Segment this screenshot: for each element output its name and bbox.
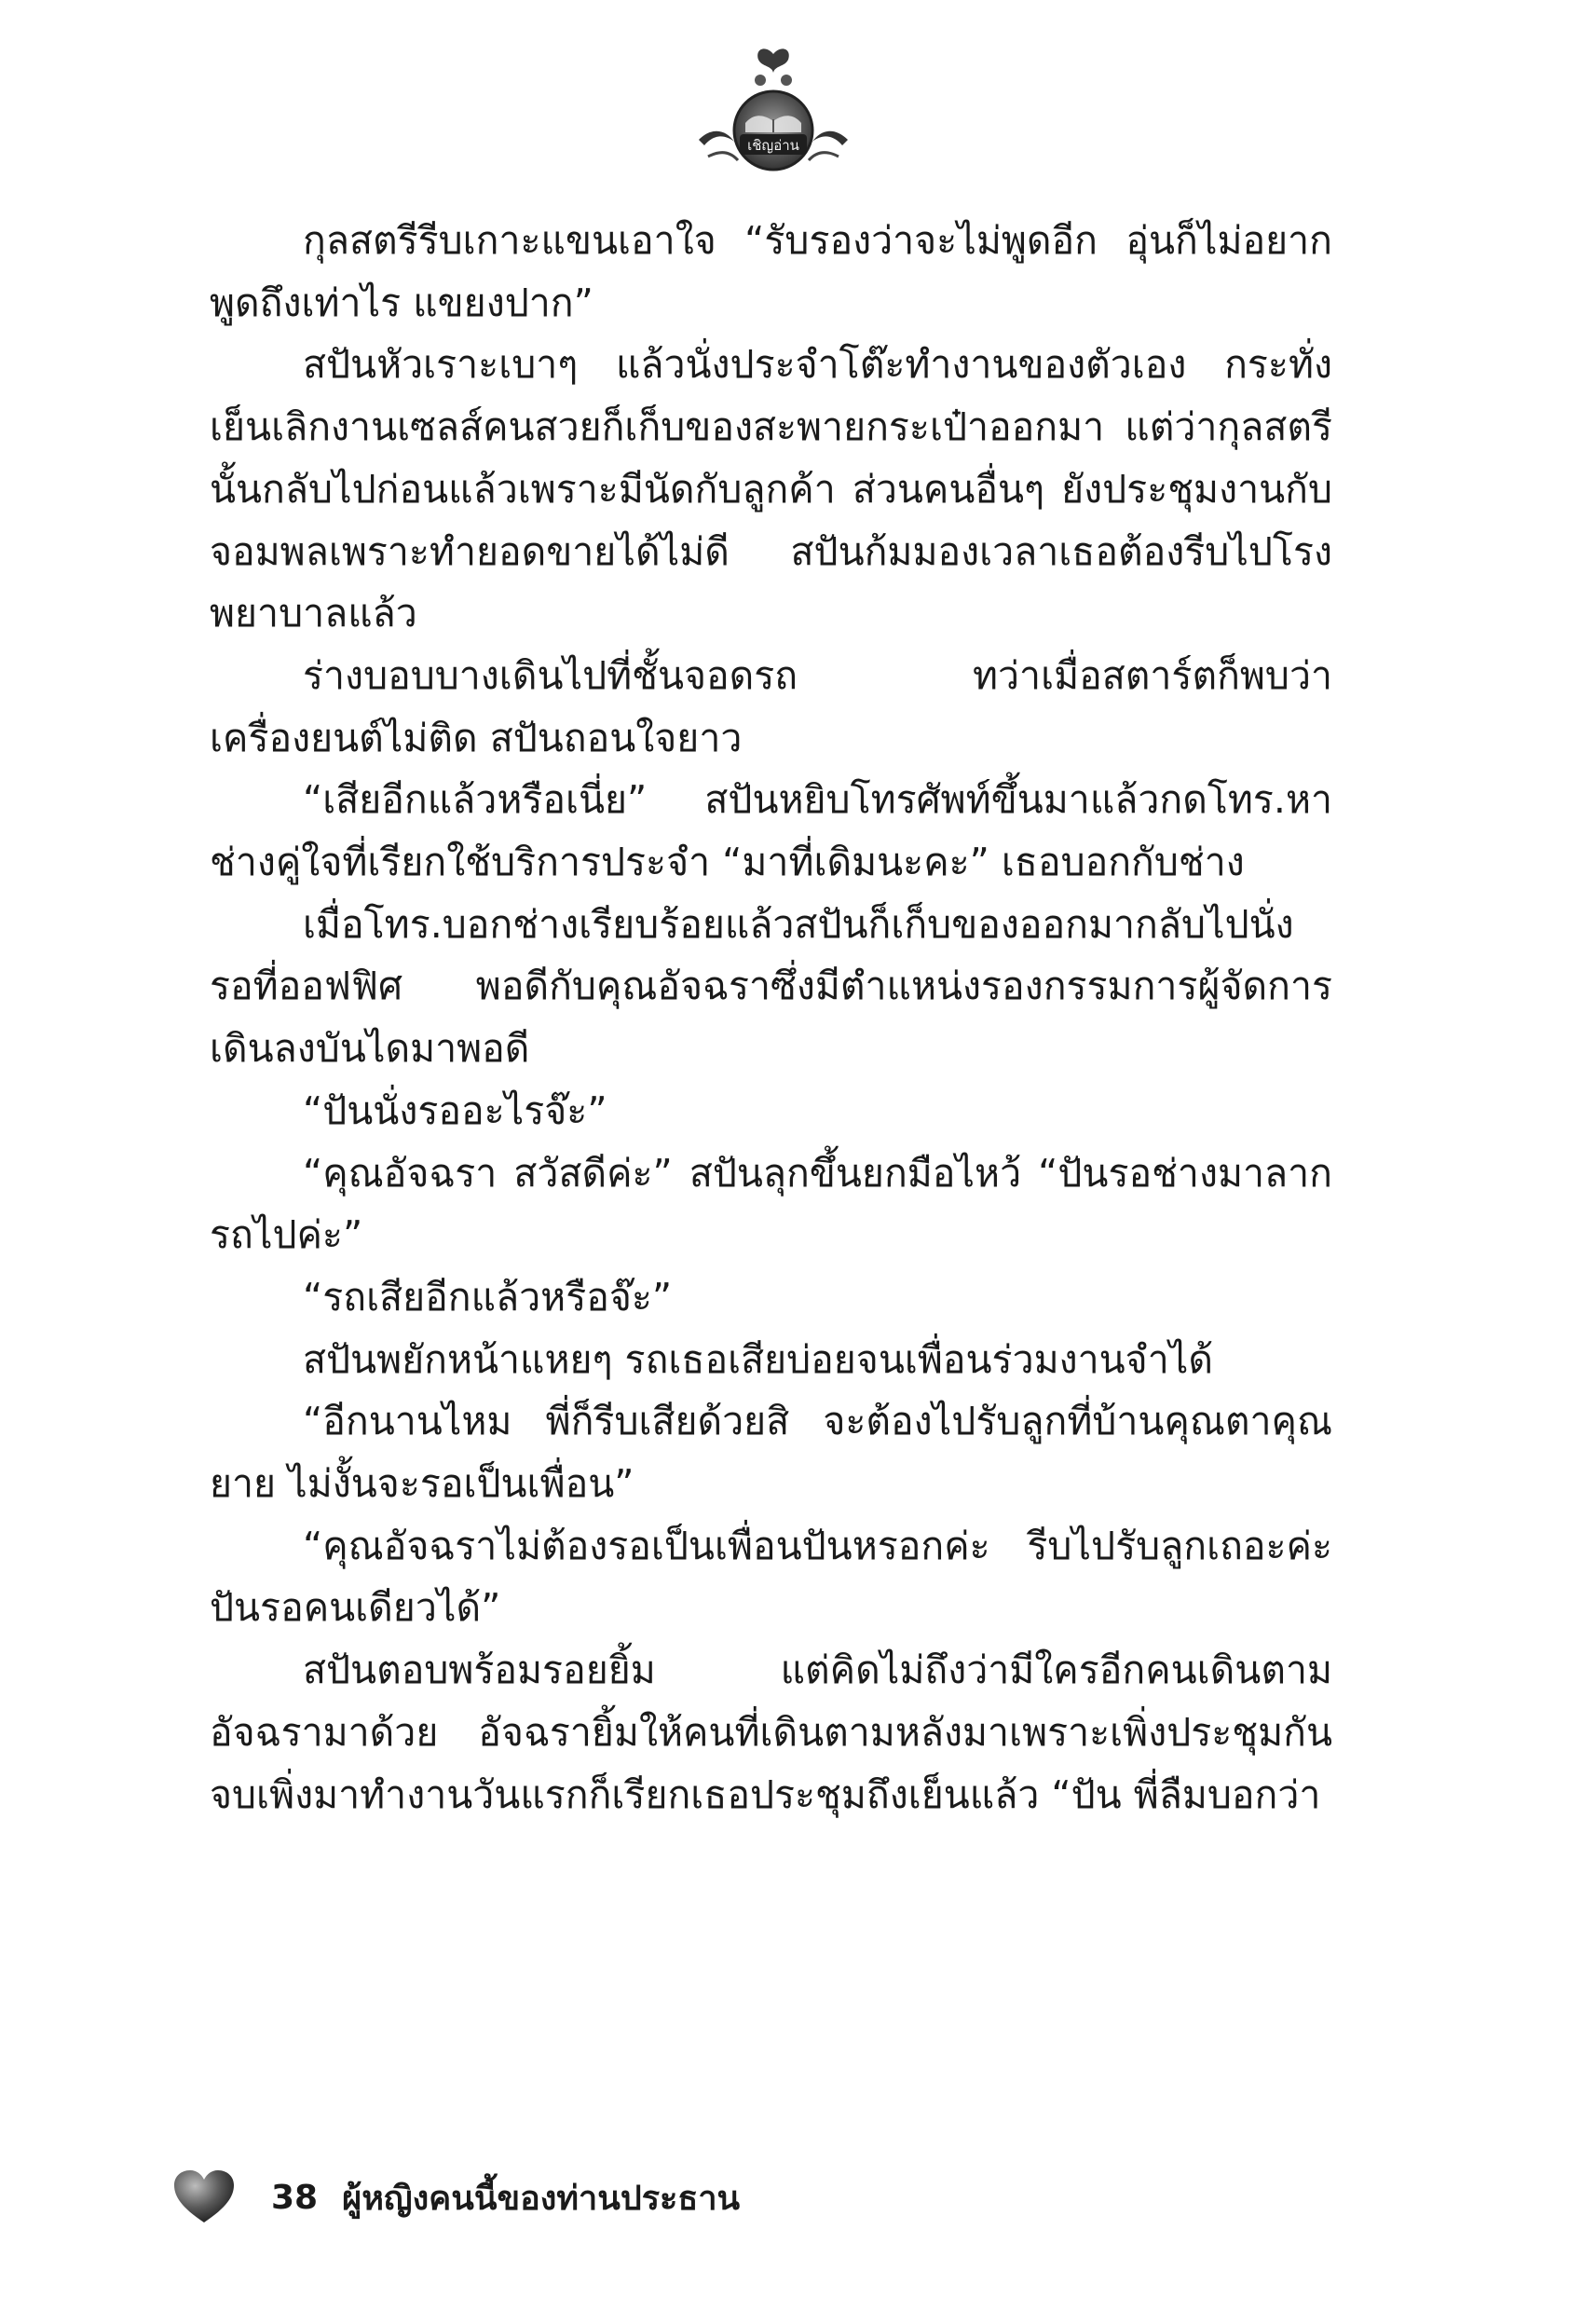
paragraph-8: “รถเสียอีกแล้วหรือจ๊ะ” [303,1274,673,1320]
paragraph-9: สปันพยักหน้าแหยๆ รถเธอเสียบ่อยจนเพื่อนร่วมงานจำได้ [303,1336,1213,1382]
paragraph-4: “เสียอีกแล้วหรือเนี่ย” สปันหยิบโทรศัพท์ขึ้นมาแล้วกดโทร.หาช่างคู่ใจที่เรียกใช้บริการประจำ “มาที่เดิมนะคะ” เธอบอกกับช่าง [210,777,1332,885]
paragraph-3: ร่างบอบบางเดินไปที่ชั้นจอดรถ ทว่าเมื่อสตาร์ตก็พบว่าเครื่องยนต์ไม่ติด สปันถอนใจยาว [210,652,1332,760]
paragraph-7: “คุณอัจฉรา สวัสดีค่ะ” สปันลุกขึ้นยกมือไหว้ “ปันรอช่างมาลากรถไปค่ะ” [210,1150,1332,1258]
paragraph-5: เมื่อโทร.บอกช่างเรียบร้อยแล้วสปันก็เก็บของออกมากลับไปนั่งรอที่ออฟฟิศ พอดีกับคุณอัจฉราซึ่งมีตำแหน่งรองกรรมการผู้จัดการเดินลงบันไดมาพอดี [210,901,1332,1072]
page-number: 38 [271,2178,319,2217]
logo-text: เชิญอ่าน [747,137,799,154]
paragraph-2: สปันหัวเราะเบาๆ แล้วนั่งประจำโต๊ะทำงานของตัวเอง กระทั่งเย็นเลิกงานเซลส์คนสวยก็เก็บของสะพายกระเป๋าออกมา แต่ว่ากุลสตรีนั้นกลับไปก่อนแล้วเพราะมีนัดกับลูกค้า ส่วนคนอื่นๆ ยังประชุมงานกับจอมพลเพราะทำยอดขายได้ไม่ดี สปันก้มมองเวลาเธอต้องรีบไปโรงพยาบาลแล้ว [210,342,1332,636]
paragraph-11: “คุณอัจฉราไม่ต้องรอเป็นเพื่อนปันหรอกค่ะ รีบไปรับลูกเถอะค่ะ ปันรอคนเดียวได้” [210,1523,1332,1631]
publisher-logo [680,37,866,177]
paragraph-6: “ปันนั่งรออะไรจ๊ะ” [303,1087,607,1133]
page-footer [172,2160,740,2235]
book-title: ผู้หญิงคนนี้ของท่านประธาน [342,2179,741,2218]
paragraph-1: กุลสตรีรีบเกาะแขนเอาใจ “รับรองว่าจะไม่พูดอีก อุ่นก็ไม่อยากพูดถึงเท่าไร แขยงปาก” [210,218,1332,325]
ornate-book-logo-icon [680,37,866,177]
paragraph-10: “อีกนานไหม พี่ก็รีบเสียด้วยสิ จะต้องไปรับลูกที่บ้านคุณตาคุณยาย ไม่งั้นจะรอเป็นเพื่อน” [210,1399,1332,1507]
paragraph-12: สปันตอบพร้อมรอยยิ้ม แต่คิดไม่ถึงว่ามีใครอีกคนเดินตามอัจฉรามาด้วย อัจฉรายิ้มให้คนที่เดินตามหลังมาเพราะเพิ่งประชุมกันจบเพิ่งมาทำงานวันแรกก็เรียกเธอประชุมถึงเย็นแล้ว “ปัน พี่ลืมบอกว่า [210,1648,1332,1817]
heart-icon [172,2168,236,2226]
page-body [210,210,1332,1826]
